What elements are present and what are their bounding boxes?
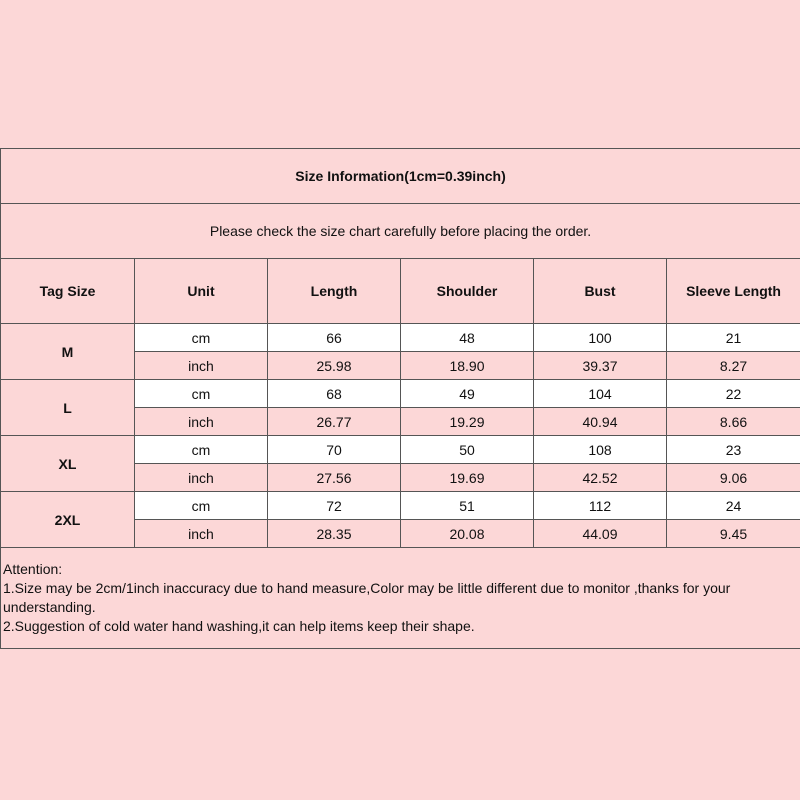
shoulder-cell: 51	[401, 492, 534, 520]
table-row	[1, 436, 800, 464]
bust-cell: 42.52	[534, 464, 667, 492]
length-cell: 68	[268, 380, 401, 408]
bust-cell: 100	[534, 324, 667, 352]
shoulder-cell: 49	[401, 380, 534, 408]
shoulder-cell: 18.90	[401, 352, 534, 380]
header-shoulder: Shoulder	[401, 259, 534, 324]
note-line-2: 2.Suggestion of cold water hand washing,it can help items keep their shape.	[3, 618, 475, 634]
shoulder-cell: 48	[401, 324, 534, 352]
note-line-1: 1.Size may be 2cm/1inch inaccuracy due to hand measure,Color may be little different due to monitor ,thanks for your understanding.	[3, 580, 731, 615]
sleeve-cell: 9.45	[667, 520, 800, 548]
sleeve-cell: 22	[667, 380, 800, 408]
length-cell: 66	[268, 324, 401, 352]
sleeve-cell: 21	[667, 324, 800, 352]
tag-size-cell: L	[1, 380, 135, 436]
unit-cell: cm	[135, 380, 268, 408]
notes-heading: Attention:	[3, 561, 63, 577]
length-cell: 28.35	[268, 520, 401, 548]
length-cell: 25.98	[268, 352, 401, 380]
shoulder-cell: 19.69	[401, 464, 534, 492]
length-cell: 72	[268, 492, 401, 520]
header-sleeve-length: Sleeve Length	[667, 259, 800, 324]
sleeve-cell: 9.06	[667, 464, 800, 492]
bust-cell: 104	[534, 380, 667, 408]
table-row	[1, 380, 800, 408]
tag-size-cell: 2XL	[1, 492, 135, 548]
notes-row	[1, 548, 800, 649]
header-row	[1, 259, 800, 324]
unit-cell: inch	[135, 352, 268, 380]
header-unit: Unit	[135, 259, 268, 324]
attention-notes	[1, 548, 800, 649]
length-cell: 70	[268, 436, 401, 464]
header-length: Length	[268, 259, 401, 324]
chart-title: Size Information(1cm=0.39inch)	[1, 149, 800, 204]
unit-cell: cm	[135, 492, 268, 520]
title-row	[1, 149, 800, 204]
table-row	[1, 324, 800, 352]
sleeve-cell: 23	[667, 436, 800, 464]
bust-cell: 40.94	[534, 408, 667, 436]
chart-notice: Please check the size chart carefully before placing the order.	[1, 204, 800, 259]
length-cell: 26.77	[268, 408, 401, 436]
tag-size-cell: XL	[1, 436, 135, 492]
table-row	[1, 492, 800, 520]
shoulder-cell: 50	[401, 436, 534, 464]
unit-cell: inch	[135, 408, 268, 436]
bust-cell: 44.09	[534, 520, 667, 548]
tag-size-cell: M	[1, 324, 135, 380]
sleeve-cell: 8.27	[667, 352, 800, 380]
sleeve-cell: 24	[667, 492, 800, 520]
size-chart-table	[0, 148, 800, 649]
unit-cell: inch	[135, 464, 268, 492]
header-bust: Bust	[534, 259, 667, 324]
bust-cell: 39.37	[534, 352, 667, 380]
sleeve-cell: 8.66	[667, 408, 800, 436]
shoulder-cell: 19.29	[401, 408, 534, 436]
unit-cell: cm	[135, 324, 268, 352]
unit-cell: cm	[135, 436, 268, 464]
header-tag-size: Tag Size	[1, 259, 135, 324]
unit-cell: inch	[135, 520, 268, 548]
bust-cell: 108	[534, 436, 667, 464]
shoulder-cell: 20.08	[401, 520, 534, 548]
notice-row	[1, 204, 800, 259]
bust-cell: 112	[534, 492, 667, 520]
length-cell: 27.56	[268, 464, 401, 492]
